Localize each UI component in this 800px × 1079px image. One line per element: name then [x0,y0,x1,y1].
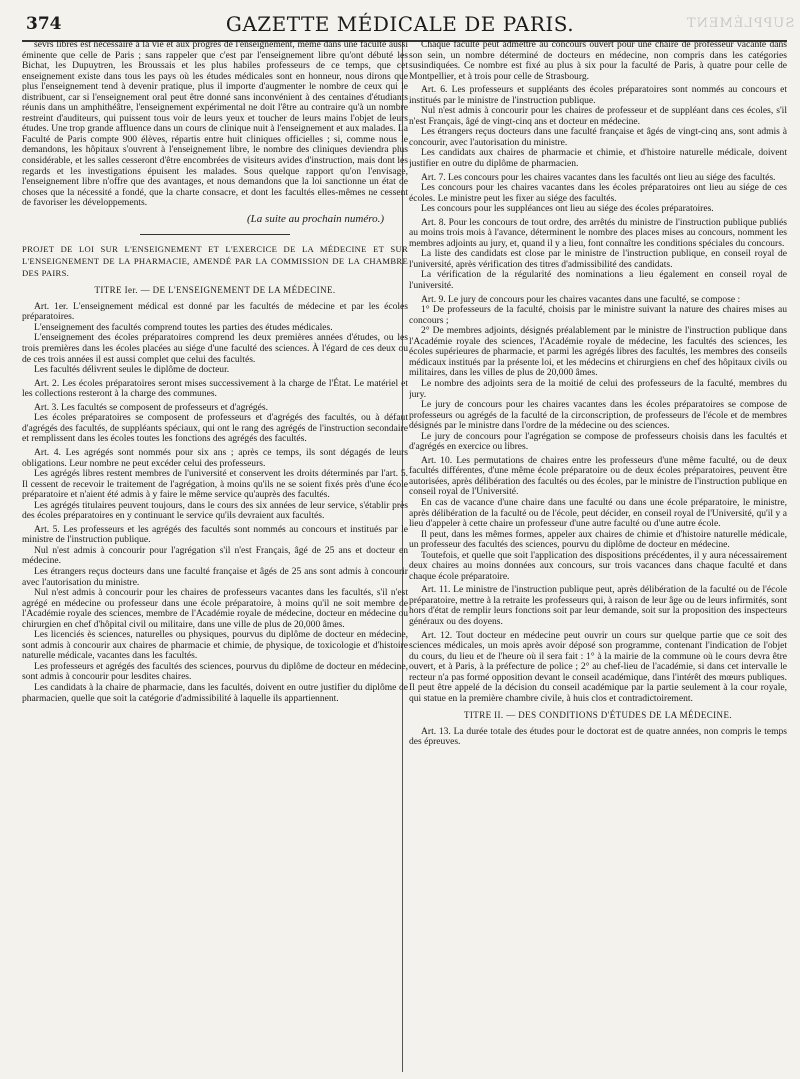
article-paragraph: Les concours pour les suppléances ont lieu au siége des écoles préparatoires. [421,203,714,215]
article-paragraph: Les candidats aux chaires de pharmacie et chimie, et d'histoire naturelle médicale, doivent justifier en outre du diplôme de pharmacien. [409,147,787,170]
page-header [0,10,800,40]
article-paragraph: L'enseignement des facultés comprend toutes les parties des études médicales. [34,321,333,333]
article-paragraph: Les agrégés titulaires peuvent toujours, dans le cours des six années de leur service, s'établir près des écoles préparatoires en y continuant le service qu'ils devraient aux facultés. [22,499,408,522]
left-column [22,40,408,1075]
article-paragraph: Art. 1er. L'enseignement médical est donné par les facultés de médecine et par les écoles préparatoires. [22,300,408,323]
article-paragraph: L'enseignement des écoles préparatoires comprend les deux premières années d'études, ou les trois premières dans les écoles placées au siége d'une faculté des sciences. À l'égard de ces deux ou de ces trois années il est aussi complet que celui des facultés. [22,332,408,365]
article-paragraph: Art. 6. Les professeurs et suppléants des écoles préparatoires sont nommés au concours et institués par le ministre de l'instruction publique. [409,84,787,106]
article-paragraph: Art. 13. La durée totale des études pour le doctorat est de quatre années, non compris le temps des épreuves. [409,725,787,748]
right-column [409,40,787,1075]
law-title: PROJET DE LOI SUR L'ENSEIGNEMENT ET L'EXERCICE DE LA MÉDECINE ET SUR L'ENSEIGNEMENT DE LA PHARMACIE, AMENDÉ PAR LA COMMISSION DE LA CHAMBRE DES PAIRS. [22,244,408,279]
article-paragraph: La vérification de la régularité des nominations a lieu également en conseil royal de l'université. [409,269,787,292]
article-paragraph: Le jury de concours pour l'agrégation se compose de professeurs choisis dans les facultés et d'agrégés en exercice ou libres. [409,430,787,453]
article-paragraph: Chaque faculté peut admettre au concours ouvert pour une chaire de professeur vacante dans son sein, un nombre déterminé de docteurs en médecine, non compris dans les catégories susindiquées. Ce nombre est fixé au plus à six pour la faculté de Paris, à quatre pour celle de Montpellier, et à trois pour celle de Strasbourg. [409,40,787,82]
article-paragraph: Les écoles préparatoires se composent de professeurs et d'agrégés des facultés, ou à défaut d'agrégés des facultés, de suppléants spéciaux, qui ont le rang des agrégés de l'instruction secondaire et remplissent dans les écoles toutes les fonctions des agrégés des facultés. [22,412,408,445]
article-paragraph: Nul n'est admis à concourir pour les chaires de professeurs vacantes dans les facultés, s'il n'est agrégé en médecine ou professeur dans une école préparatoire, à moins qu'il ne soit membre de l'Académie royale des sciences, membre de l'Académie royale de médecine, docteur en médecine ou chirurgien en chef d'hôpital civil ou militaire, dans une ville de plus de 20,000 âmes. [22,587,408,630]
article-paragraph: 1° De professeurs de la faculté, choisis par le ministre suivant la nature des chaires mises au concours ; [409,304,787,326]
article-paragraph: Art. 4. Les agrégés sont nommés pour six ans ; après ce temps, ils sont dégagés de leurs obligations. Leur nombre ne peut excéder celui des professeurs. [22,446,408,469]
article-paragraph: Art. 3. Les facultés se composent de professeurs et d'agrégés. [34,401,268,413]
intro-paragraph: sevrs libres est nécessaire à la vie et aux progrès de l'enseignement, même dans une faculté aussi éminente que celle de Paris ; sans rappeler que c'est par l'enseignement libre qu'ont débuté les Bichat, les Dupuytren, les Broussais et les plus habiles professeurs de ce temps, que cet enseignement existe dans tous les pays où les études médicales sont en honneur, nous dirons que plus l'enseignement tend à devenir pratique, plus il importe d'augmenter le nombre de ceux qui le distribuent, car si l'enseignement oral peut être donné sans inconvénient à des centaines d'étudiants réunis dans un amphithéâtre, l'enseignement expérimental ne doit l'être au contraire qu'à un nombre restreint d'auditeurs, qui puissent tous voir de leurs yeux et toucher de leurs mains l'objet de leurs études. Une trop grande affluence dans un cours de clinique nuit à l'enseignement et aux malades. La Faculté de Paris compte 900 élèves, répartis entre huit cliniques officielles ; si, comme nous le demandons, les hôpitaux s'ouvrent à l'enseignement libre, le nombre des cliniques deviendra plus considérable, et les salles cesseront d'être encombrées de visiteurs avides d'instruction, mais dont les regards et les investigations épuisent les malades. Sous quelque rapport qu'on l'envisage, l'enseignement libre n'offre que des avantages, et nous demandons que la loi sanctionne un état de choses que la nécessité a fondé, que la charte consacre, et dont les facultés elles-mêmes ne cessent de favoriser les développements. [22,40,408,209]
article-paragraph: Art. 9. Le jury de concours pour les chaires vacantes dans une faculté, se compose : [421,293,741,305]
section-separator [140,234,290,235]
article-paragraph: La liste des candidats est close par le ministre de l'instruction publique, en conseil royal de l'université, après vérification des titres d'admissibilité des candidats. [409,248,787,270]
continued-note: (La suite au prochain numéro.) [247,212,384,225]
page-number: 374 [26,14,62,34]
article-paragraph: Les concours pour les chaires vacantes dans les écoles préparatoires ont lieu au siége de ces écoles. Le ministre peut les fixer au siége des facultés. [409,182,787,204]
article-paragraph: Les candidats à la chaire de pharmacie, dans les facultés, doivent en outre justifier du diplôme de pharmacien, quelle que soit la catégorie d'admissibilité à laquelle ils appartiennent. [22,681,408,704]
article-paragraph: Les étrangers reçus docteurs dans une faculté française et âgés de 25 ans sont admis à concourir avec l'autorisation du ministre. [22,565,408,588]
article-paragraph: En cas de vacance d'une chaire dans une faculté ou dans une école préparatoire, le ministre, après délibération de la faculté ou de l'école, peut décider, en conseil royal de l'Université, qu'il y a lieu d'appeler à cette chaire un professeur d'une autre faculté ou d'une autre école. [409,496,787,530]
article-paragraph: Le jury de concours pour les chaires vacantes dans les écoles préparatoires se compose de professeurs ou agrégés de la faculté de la circonscription, de professeurs de l'école et de membres désignés par le ministre dans l'ordre de la médecine ou des sciences. [409,399,787,432]
article-paragraph: Art. 7. Les concours pour les chaires vacantes dans les facultés ont lieu au siége des facultés. [421,171,776,183]
article-paragraph: Art. 5. Les professeurs et les agrégés des facultés sont nommés au concours et institués par le ministre de l'instruction publique. [22,523,408,546]
article-paragraph: Les agrégés libres restent membres de l'université et conservent les droits déterminés par l'art. 5. Il cessent de recevoir le traitement de l'agrégation, à moins qu'ils ne se soient fixés près d'une école préparatoire et n'aient été admis à y faire le même service qu'auprès des facultés. [22,468,408,501]
article-paragraph: 2° De membres adjoints, désignés préalablement par le ministre de l'instruction publique dans l'Académie royale des sciences, l'Académie royale de médecine, les facultés des sciences, les écoles supérieures de pharmacie, et parmi les agrégés libres des facultés, les membres des conseils médicaux institués par la présente loi, et les médecins et chirurgiens en chef des hôpitaux civils ou militaires, dans les villes de plus de 20,000 âmes. [409,325,787,379]
article-paragraph: Art. 10. Les permutations de chaires entre les professeurs d'une même faculté, ou de deux facultés différentes, d'une même école préparatoire ou de deux écoles préparatoires, peuvent être autorisées, après délibération des facultés ou des écoles, par le ministre de l'instruction publique en conseil royal de l'Université. [409,454,787,498]
article-paragraph: Les facultés délivrent seules le diplôme de docteur. [34,364,230,376]
article-paragraph: Nul n'est admis à concourir pour les chaires de professeur et de suppléant dans ces écoles, s'il n'est Français, âgé de vingt-cinq ans et docteur en médecine. [409,105,787,127]
article-paragraph: Art. 11. Le ministre de l'instruction publique peut, après délibération de la faculté ou de l'école préparatoire, mettre à la retraite les professeurs qui, à raison de leur âge ou de leurs infirmités, sont hors d'état de remplir leurs fonctions soit par leur demande, soit sur la proposition des inspecteurs généraux ou des doyens. [409,584,787,627]
journal-title: GAZETTE MÉDICALE DE PARIS. [225,12,575,36]
article-paragraph: Art. 12. Tout docteur en médecine peut ouvrir un cours sur quelque partie que ce soit des sciences médicales, un mois après avoir déposé son programme, contenant l'indication de l'objet du cours, du lieu et de l'heure où il sera fait : 1° à la mairie de la commune où le cours devra être ouvert, et à Paris, à la préfecture de police ; 2° au chef-lieu de l'académie, si dans cet intervalle le recteur n'a pas formé opposition devant le conseil académique, dans l'intérêt des mœurs publiques. Il peut être appelé de la décision du conseil académique par la partie seulement à la cour royale, qui statue en la première chambre civile, à huis clos et contradictoirement. [409,629,787,704]
article-paragraph: Il peut, dans les mêmes formes, appeler aux chaires de chimie et d'histoire naturelle médicale, un professeur des facultés des sciences, pourvu du diplôme de docteur en médecine. [409,528,787,551]
article-paragraph: Toutefois, et quelle que soit l'application des dispositions précédentes, il y aura nécessairement deux chaires au moins données aux concours, sur trois vacances dans chaque faculté et dans chaque école préparatoire. [409,549,787,582]
titre-1-heading: TITRE Ier. — DE L'ENSEIGNEMENT DE LA MÉDECINE. [94,285,336,296]
article-paragraph: Le nombre des adjoints sera de la moitié de celui des professeurs de la faculté, membres du jury. [409,377,787,400]
titre-2-heading: TITRE II. — DES CONDITIONS D'ÉTUDES DE LA MÉDECINE. [464,710,732,721]
article-paragraph: Nul n'est admis à concourir pour l'agrégation s'il n'est Français, âgé de 25 ans et docteur en médecine. [22,544,408,567]
article-paragraph: Les étrangers reçus docteurs dans une faculté française et âgés de vingt-cinq ans, sont admis à concourir, avec l'autorisation du ministre. [409,126,787,148]
article-paragraph: Art. 8. Pour les concours de tout ordre, des arrêtés du ministre de l'instruction publique publiés au moins trois mois à l'avance, déterminent le nombre des places mises au concours, nomment les membres adjoints au jury, et, quand il y a lieu, font connaître les conditions spéciales du concours. [409,216,787,249]
article-paragraph: Les licenciés ès sciences, naturelles ou physiques, pourvus du diplôme de docteur en médecine, sont admis à concourir aux chaires de pharmacie et chimie, de physique, de toxicologie et d'histoire naturelle médicale, vacantes dans les facultés. [22,629,408,662]
article-paragraph: Les professeurs et agrégés des facultés des sciences, pourvus du diplôme de docteur en médecine, sont admis à concourir pour lesdites chaires. [22,660,408,683]
article-paragraph: Art. 2. Les écoles préparatoires seront mises successivement à la charge de l'État. Le matériel et les collections resteront à la charge des communes. [22,377,408,400]
bleed-through-text: SUPPLÉMENT [685,16,794,31]
